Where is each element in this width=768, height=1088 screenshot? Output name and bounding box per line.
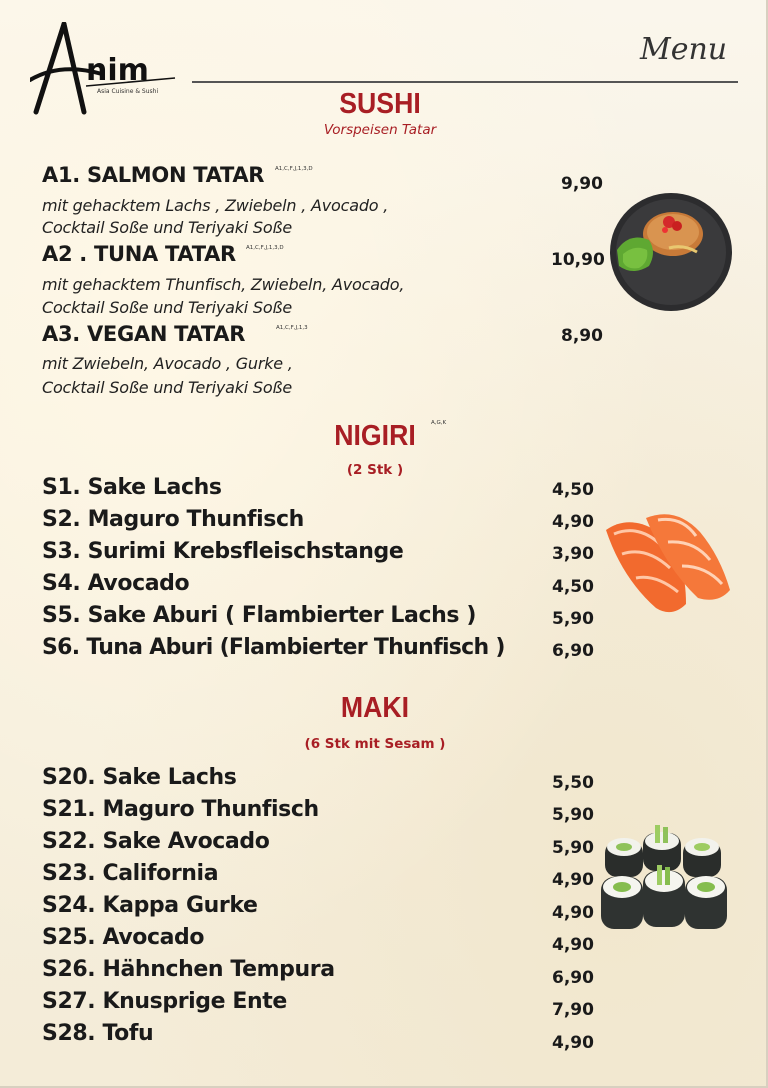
- menu-item-description: mit gehacktem Thunfisch, Zwiebeln, Avocado,: [42, 275, 405, 294]
- menu-item-price: 5,90: [552, 609, 594, 629]
- svg-text:nim: nim: [86, 53, 149, 88]
- menu-item-allergen: A1,C,F,J,1,3: [276, 325, 308, 331]
- menu-item-price: 9,90: [561, 174, 603, 194]
- brand-logo: [30, 22, 180, 118]
- menu-item-name: S28. Tofu: [42, 1021, 154, 1046]
- chopsticks-logo-icon: [30, 22, 180, 118]
- menu-item-name: S3. Surimi Krebsfleischstange: [42, 539, 404, 564]
- section-subtitle-nigiri: (2 Stk ): [346, 462, 404, 478]
- header-divider: [192, 81, 738, 83]
- menu-item-name: S25. Avocado: [42, 925, 205, 950]
- menu-item-price: 4,90: [552, 1033, 594, 1053]
- menu-item-name: A2 . TUNA TATAR: [42, 242, 236, 266]
- menu-item-price: 5,90: [552, 805, 594, 825]
- nigiri-salmon-image: [602, 508, 732, 620]
- menu-item-name: S27. Knusprige Ente: [42, 989, 287, 1014]
- section-title-sushi: SUSHI: [339, 88, 421, 120]
- menu-heading: Menu: [640, 32, 728, 67]
- menu-item-price: 4,90: [552, 935, 594, 955]
- menu-item-price: 7,90: [552, 1000, 594, 1020]
- menu-item-name: S6. Tuna Aburi (Flambierter Thunfisch ): [42, 635, 505, 660]
- menu-item-price: 8,90: [561, 326, 603, 346]
- menu-item-name: A3. VEGAN TATAR: [42, 322, 246, 346]
- menu-item-price: 4,50: [552, 480, 594, 500]
- menu-item-price: 5,50: [552, 773, 594, 793]
- menu-item-name: S21. Maguro Thunfisch: [42, 797, 319, 822]
- section-allergen-nigiri: A,G,K: [431, 420, 447, 426]
- tatar-plate-image: [609, 192, 733, 312]
- menu-item-name: S24. Kappa Gurke: [42, 893, 258, 918]
- menu-item-name: S1. Sake Lachs: [42, 475, 222, 500]
- menu-item-name: A1. SALMON TATAR: [42, 163, 265, 187]
- logo-subtitle: Asia Cuisine & Sushi: [97, 88, 159, 95]
- menu-item-name: S5. Sake Aburi ( Flambierter Lachs ): [42, 603, 477, 628]
- menu-item-price: 4,90: [552, 903, 594, 923]
- section-title-nigiri: NIGIRI: [334, 420, 416, 452]
- menu-item-allergen: A1,C,F,J,1,3,D: [246, 245, 284, 251]
- menu-item-price: 6,90: [552, 641, 594, 661]
- menu-item-description: Cocktail Soße und Teriyaki Soße: [42, 218, 292, 237]
- section-title-maki: MAKI: [340, 692, 410, 724]
- menu-item-price: 4,50: [552, 577, 594, 597]
- menu-item-name: S23. California: [42, 861, 219, 886]
- section-subtitle-sushi: Vorspeisen Tatar: [323, 122, 437, 138]
- menu-item-allergen: A1,C,F,J,1,3,D: [275, 166, 313, 172]
- menu-item-description: Cocktail Soße und Teriyaki Soße: [42, 298, 292, 317]
- menu-item-price: 10,90: [551, 250, 605, 270]
- menu-item-price: 4,90: [552, 870, 594, 890]
- menu-item-price: 4,90: [552, 512, 594, 532]
- menu-item-price: 6,90: [552, 968, 594, 988]
- menu-item-name: S20. Sake Lachs: [42, 765, 237, 790]
- menu-item-description: mit gehacktem Lachs , Zwiebeln , Avocado ,: [42, 196, 389, 215]
- menu-item-name: S4. Avocado: [42, 571, 190, 596]
- menu-item-description: mit Zwiebeln, Avocado , Gurke ,: [42, 354, 293, 373]
- menu-item-name: S26. Hähnchen Tempura: [42, 957, 335, 982]
- menu-item-description: Cocktail Soße und Teriyaki Soße: [42, 378, 292, 397]
- menu-item-price: 5,90: [552, 838, 594, 858]
- menu-item-name: S2. Maguro Thunfisch: [42, 507, 304, 532]
- maki-rolls-image: [599, 825, 729, 935]
- section-subtitle-maki: (6 Stk mit Sesam ): [304, 736, 446, 752]
- menu-item-name: S22. Sake Avocado: [42, 829, 270, 854]
- menu-item-price: 3,90: [552, 544, 594, 564]
